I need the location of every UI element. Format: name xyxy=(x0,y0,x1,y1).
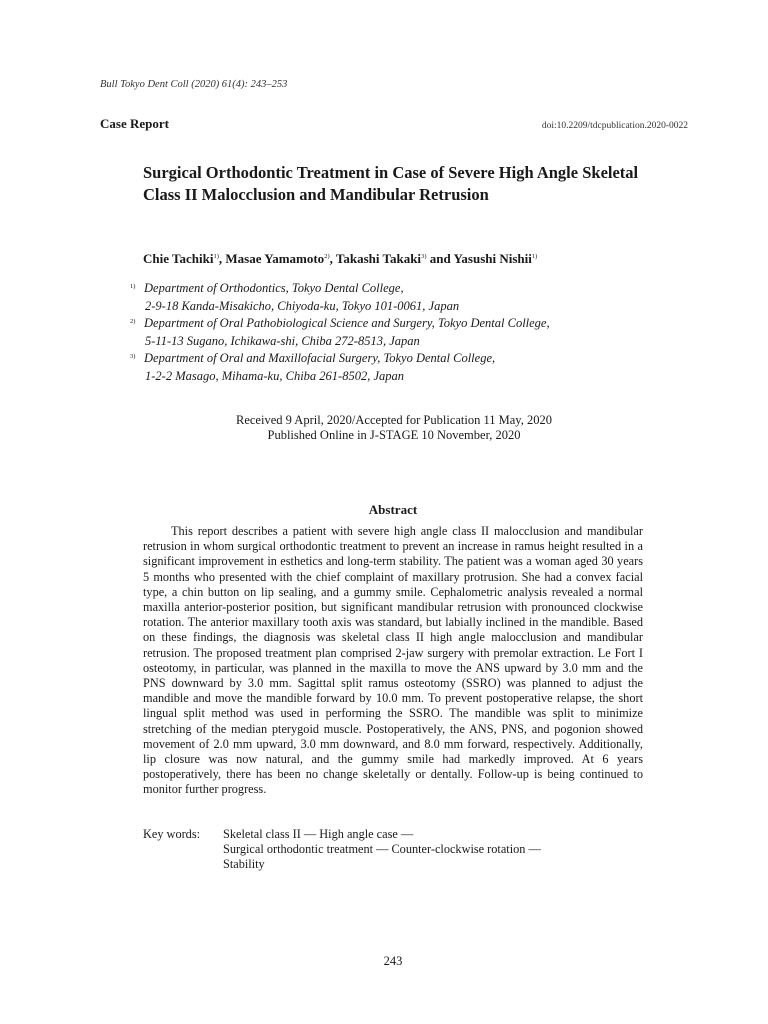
author-separator: and xyxy=(426,251,454,266)
published-online-date: Published Online in J-STAGE 10 November, 2020 xyxy=(267,428,521,442)
author-name: Yasushi Nishii xyxy=(453,251,532,266)
keywords-list xyxy=(223,827,541,873)
affiliation-address: 2-9-18 Kanda-Misakicho, Chiyoda-ku, Tokyo 101-0061, Japan xyxy=(145,298,460,313)
author-affiliation-mark: 1) xyxy=(531,253,538,260)
keywords-label: Key words: xyxy=(143,827,201,841)
author-name: Chie Tachiki xyxy=(143,251,214,266)
keywords xyxy=(143,827,541,873)
article-title: Surgical Orthodontic Treatment in Case of Severe High Angle Skeletal Class II Malocclusion and Mandibular Retrusion xyxy=(143,163,639,204)
affiliation-item xyxy=(130,280,550,315)
abstract-body: This report describes a patient with severe high angle class II malocclusion and mandibular retrusion in whom surgical orthodontic treatment to prevent an increase in ramus height resulted in a significant improvement in esthetics and long-term stability. The patient was a woman aged 30 years 5 months who presented with the chief complaint of maxillary protrusion. She had a convex facial type, a chin button on lip sealing, and a gummy smile. Cephalometric analysis revealed a normal maxilla anterior-posterior position, but significant mandibular retrusion with pronounced clockwise rotation. The anterior maxillary tooth axis was standard, but labially inclined in the mandible. Based on these findings, the diagnosis was skeletal class II high angle malocclusion and mandibular retrusion. The proposed treatment plan comprised 2-jaw surgery with premolar extraction. Le Fort I osteotomy, in particular, was planned in the maxilla to move the ANS upward by 3.0 mm and the PNS downward by 3.0 mm. Sagittal split ramus osteotomy (SSRO) was planned to adjust the mandible and move the mandible forward by 10.0 mm. To prevent postoperative relapse, the short lingual split method was used in performing the SSRO. The mandible was split to minimize stretching of the median pterygoid muscle. Postoperatively, the ANS, PNS, and pogonion showed movement of 2.0 mm upward, 3.0 mm downward, and 8.0 mm forward, respectively. Additionally, lip closure was now natural, and the gummy smile had markedly improved. At 6 years postoperatively, there has been no change skeletally or dentally. Follow-up is being continued to monitor further progress. xyxy=(143,524,643,797)
affiliation-number: 2) xyxy=(130,318,136,325)
affiliation-number: 1) xyxy=(130,283,136,290)
publication-dates xyxy=(0,413,768,443)
keywords-line: Stability xyxy=(223,857,265,872)
affiliation-address: 1-2-2 Masago, Mihama-ku, Chiba 261-8502, Japan xyxy=(145,368,404,383)
affiliation-list xyxy=(130,280,550,385)
author-name: Masae Yamamoto xyxy=(225,251,325,266)
affiliation-department: Department of Oral Pathobiological Science and Surgery, Tokyo Dental College, xyxy=(144,316,550,330)
affiliation-item xyxy=(130,350,550,385)
affiliation-number: 3) xyxy=(130,353,136,360)
author-separator: , xyxy=(218,251,226,266)
abstract-heading: Abstract xyxy=(368,502,418,517)
author-affiliation-mark: 1) xyxy=(213,253,219,260)
affiliation-department: Department of Oral and Maxillofacial Surgery, Tokyo Dental College, xyxy=(144,351,496,365)
affiliation-item xyxy=(130,315,550,350)
header-row xyxy=(100,116,688,132)
received-accepted-date: Received 9 April, 2020/Accepted for Publication 11 May, 2020 xyxy=(235,413,552,427)
author-separator: , xyxy=(329,251,336,266)
keywords-line: Skeletal class II — High angle case — xyxy=(223,827,414,841)
doi[interactable]: doi:10.2209/tdcpublication.2020-0022 xyxy=(541,121,688,131)
page-number: 243 xyxy=(383,954,403,968)
affiliation-address: 5-11-13 Sugano, Ichikawa-shi, Chiba 272-8513, Japan xyxy=(145,333,420,348)
author-name: Takashi Takaki xyxy=(335,251,422,266)
article-type: Case Report xyxy=(100,116,169,131)
author-affiliation-mark: 2) xyxy=(324,253,330,260)
affiliation-department: Department of Orthodontics, Tokyo Dental College, xyxy=(144,281,404,295)
author-affiliation-mark: 3) xyxy=(421,253,427,260)
author-list xyxy=(143,251,537,267)
journal-reference: Bull Tokyo Dent Coll (2020) 61(4): 243–253 xyxy=(100,79,288,90)
keywords-line: Surgical orthodontic treatment — Counter-clockwise rotation — xyxy=(223,842,541,857)
